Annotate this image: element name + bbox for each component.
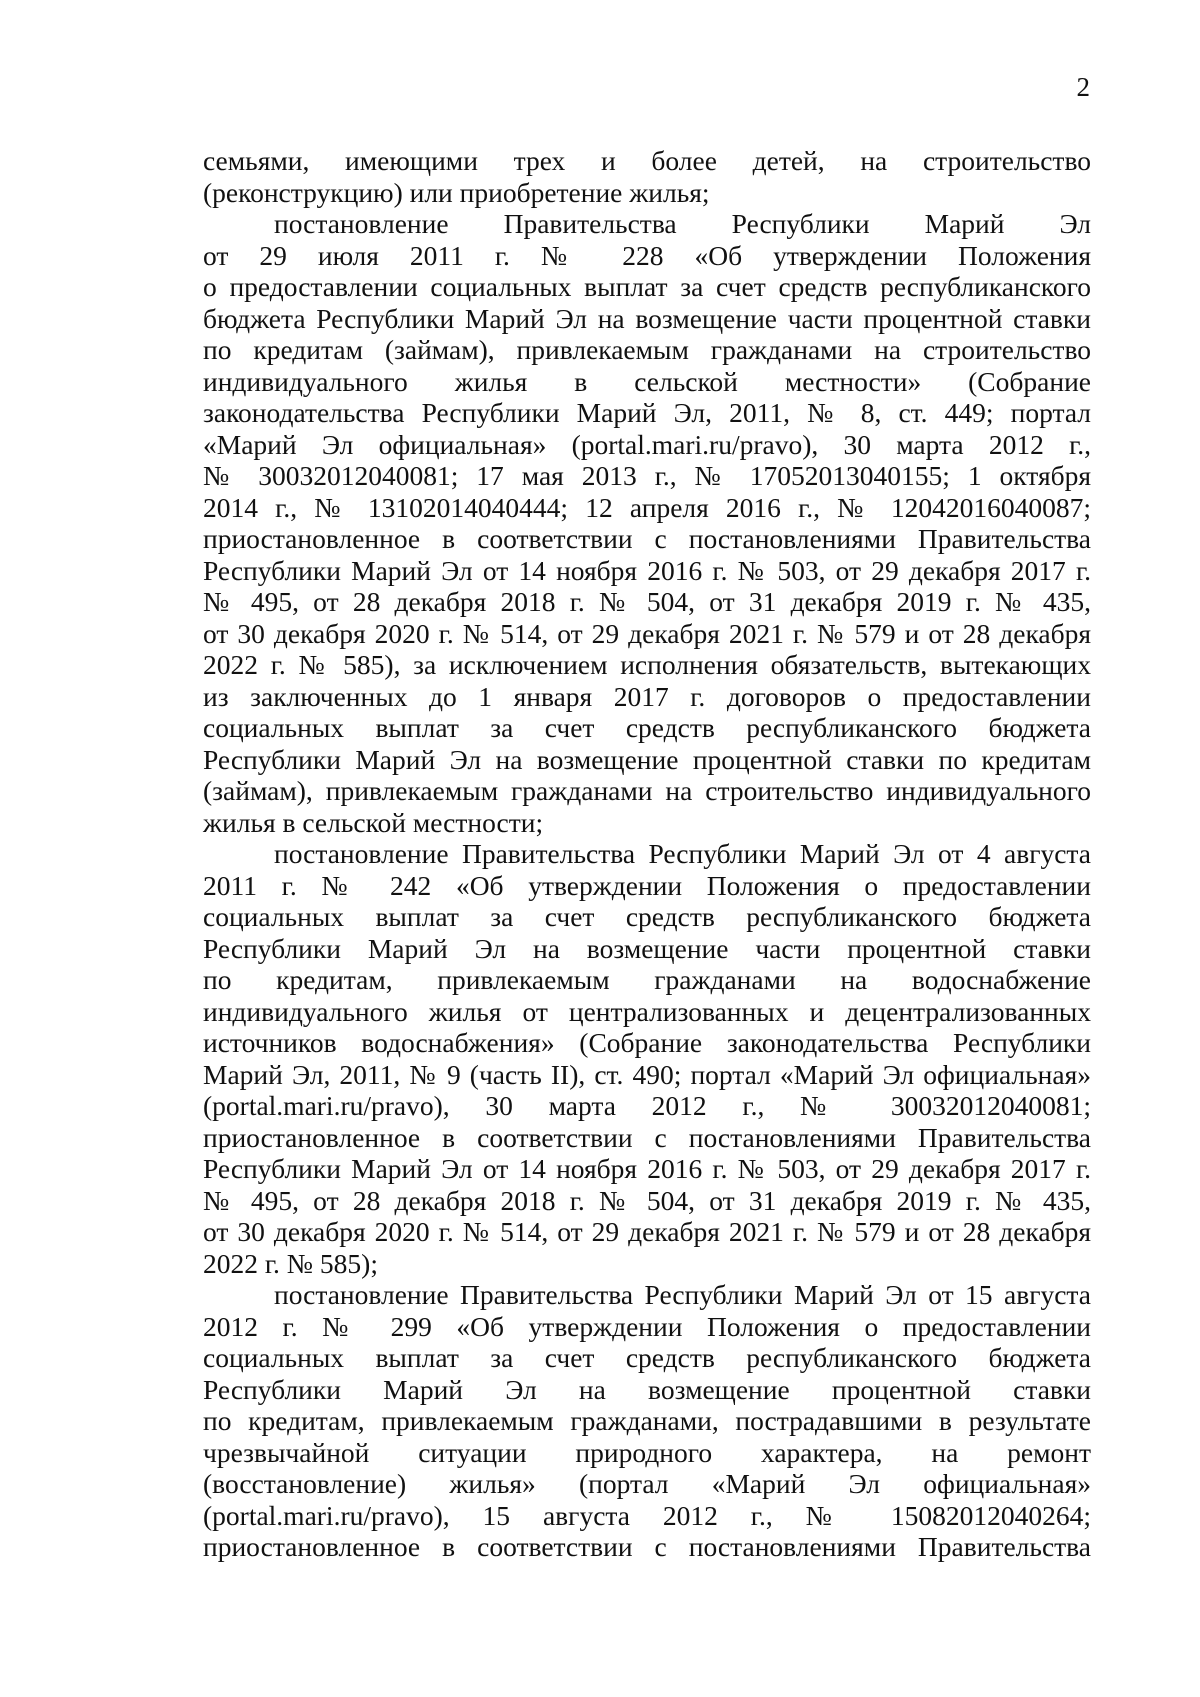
text-line: № 495, от 28 декабря 2018 г. № 504, от 31 декабря 2019 г. № 435, — [203, 586, 1091, 617]
text-line: Республики Марий Эл от 14 ноября 2016 г. № 503, от 29 декабря 2017 г. — [203, 554, 1091, 586]
text-line: постановление Правительства Республики Марий Эл от 4 августа — [274, 838, 1091, 869]
text-line: приостановленное в соответствии с постановлениями Правительства — [203, 523, 1091, 554]
text-line: 2011 г. № 242 «Об утверждении Положения о предоставлении — [203, 869, 1091, 901]
text-line: приостановленное в соответствии с постановлениями Правительства — [203, 1531, 1091, 1562]
text-line: «Марий Эл официальная» (portal.mari.ru/pravo), 30 марта 2012 г., — [203, 428, 1091, 460]
text-line: жилья в сельской местности; — [203, 806, 544, 838]
text-line: по кредитам, привлекаемым гражданами, пострадавшими в результате — [203, 1405, 1091, 1436]
text-line: социальных выплат за счет средств республиканского бюджета — [203, 1342, 1091, 1373]
text-line: (portal.mari.ru/pravo), 15 августа 2012 г., № 15082012040264; — [203, 1499, 1091, 1531]
text-line: Марий Эл, 2011, № 9 (часть II), ст. 490; портал «Марий Эл официальная» — [203, 1058, 1091, 1090]
page-number: 2 — [1076, 72, 1090, 102]
text-line: Республики Марий Эл от 14 ноября 2016 г. № 503, от 29 декабря 2017 г. — [203, 1153, 1091, 1184]
text-line: семьями, имеющими трех и более детей, на строительство — [203, 145, 1091, 176]
text-line: постановление Правительства Республики Марий Эл — [274, 208, 1091, 239]
text-line: № 495, от 28 декабря 2018 г. № 504, от 31 декабря 2019 г. № 435, — [203, 1184, 1091, 1216]
text-line: о предоставлении социальных выплат за счет средств республиканского — [203, 271, 1091, 302]
text-line: от 30 декабря 2020 г. № 514, от 29 декабря 2021 г. № 579 и от 28 декабря — [203, 1216, 1091, 1247]
text-line: по кредитам, привлекаемым гражданами на водоснабжение — [203, 964, 1091, 995]
text-line: 2022 г. № 585); — [203, 1247, 378, 1279]
text-line: индивидуального жилья от централизованных и децентрализованных — [203, 995, 1091, 1027]
text-line: по кредитам (займам), привлекаемым гражданами на строительство — [203, 334, 1091, 365]
text-line: приостановленное в соответствии с постановлениями Правительства — [203, 1121, 1091, 1153]
text-line: чрезвычайной ситуации природного характера, на ремонт — [203, 1436, 1091, 1468]
text-line: Республики Марий Эл на возмещение процентной ставки — [203, 1373, 1091, 1405]
text-line: от 29 июля 2011 г. № 228 «Об утверждении Положения — [203, 239, 1091, 271]
text-line: постановление Правительства Республики Марий Эл от 15 августа — [274, 1279, 1091, 1310]
paragraph — [203, 838, 1091, 1279]
document-body — [203, 145, 1091, 1563]
text-line: бюджета Республики Марий Эл на возмещение части процентной ставки — [203, 302, 1091, 334]
text-line: (реконструкцию) или приобретение жилья; — [203, 176, 710, 208]
text-line: (portal.mari.ru/pravo), 30 марта 2012 г., № 30032012040081; — [203, 1090, 1091, 1121]
text-line: 2022 г. № 585), за исключением исполнения обязательств, вытекающих — [203, 649, 1091, 680]
text-line: 2014 г., № 13102014040444; 12 апреля 2016 г., № 12042016040087; — [203, 491, 1091, 523]
text-line: (восстановление) жилья» (портал «Марий Эл официальная» — [203, 1468, 1091, 1499]
text-line: Республики Марий Эл на возмещение части процентной ставки — [203, 932, 1091, 964]
text-line: социальных выплат за счет средств республиканского бюджета — [203, 901, 1091, 932]
paragraph — [203, 208, 1091, 838]
paragraph — [203, 145, 1091, 208]
text-line: источников водоснабжения» (Собрание законодательства Республики — [203, 1027, 1091, 1058]
text-line: из заключенных до 1 января 2017 г. договоров о предоставлении — [203, 680, 1091, 712]
text-line: социальных выплат за счет средств республиканского бюджета — [203, 712, 1091, 743]
text-line: индивидуального жилья в сельской местности» (Собрание — [203, 365, 1091, 397]
text-line: от 30 декабря 2020 г. № 514, от 29 декабря 2021 г. № 579 и от 28 декабря — [203, 617, 1091, 649]
text-line: № 30032012040081; 17 мая 2013 г., № 17052013040155; 1 октября — [203, 460, 1091, 491]
text-line: Республики Марий Эл на возмещение процентной ставки по кредитам — [203, 743, 1091, 775]
paragraph — [203, 1279, 1091, 1563]
text-line: (займам), привлекаемым гражданами на строительство индивидуального — [203, 775, 1091, 806]
text-line: 2012 г. № 299 «Об утверждении Положения о предоставлении — [203, 1310, 1091, 1342]
text-line: законодательства Республики Марий Эл, 2011, № 8, ст. 449; портал — [203, 397, 1091, 428]
